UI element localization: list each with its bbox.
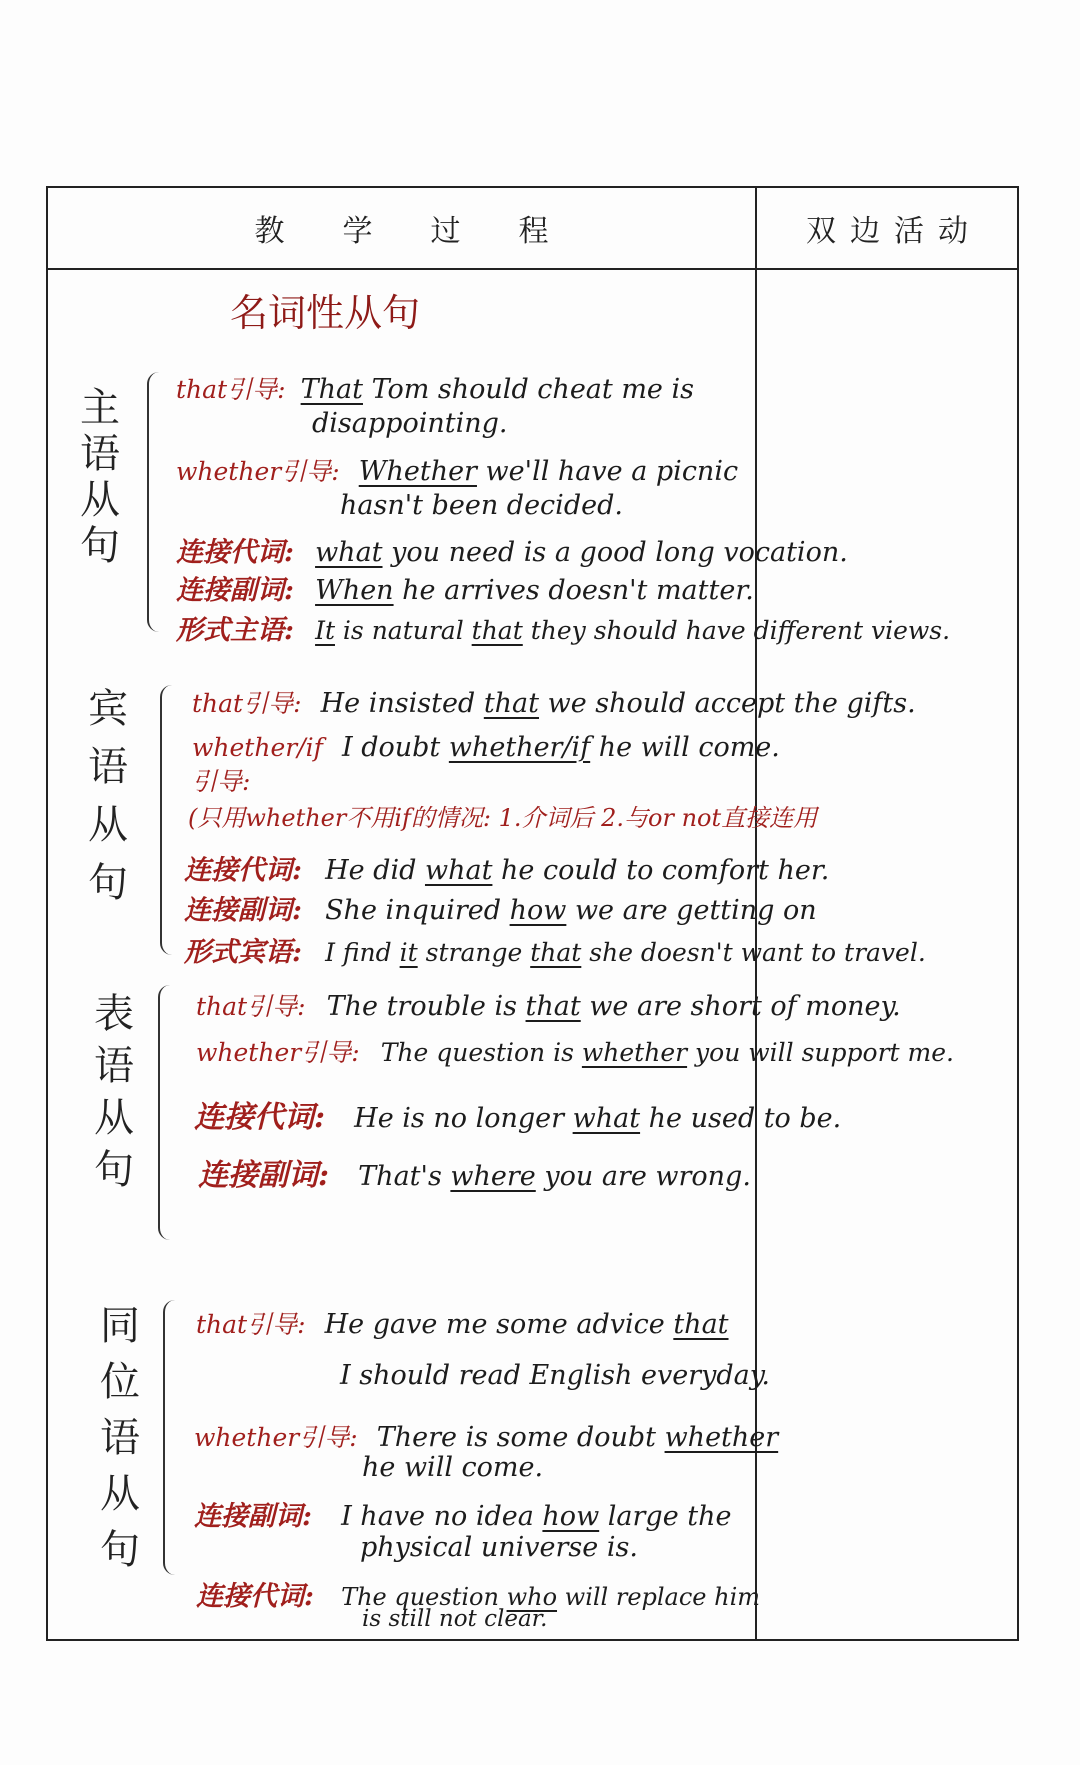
- subject-row-5: [176, 530, 848, 569]
- label-char: 从: [100, 1471, 140, 1517]
- predicative-row-1: [196, 987, 901, 1023]
- example-sentence: When he arrives doesn't matter.: [315, 575, 754, 606]
- row-label: 形式主语:: [176, 615, 294, 646]
- appositive-row-8: [362, 1606, 547, 1632]
- row-label: whether引导:: [194, 1423, 358, 1452]
- example-sentence: The question who will replace him: [341, 1583, 761, 1611]
- label-char: 句: [88, 860, 128, 906]
- example-sentence: what you need is a good long vocation.: [315, 537, 848, 568]
- brace-appositive: [163, 1300, 175, 1575]
- object-row-2: [192, 732, 780, 763]
- note-text: (只用whether不用if的情况: 1.介词后 2.与or not直接连用: [188, 804, 818, 832]
- example-sentence: That Tom should cheat me is: [300, 374, 694, 405]
- row-label: 连接副词:: [198, 1158, 330, 1193]
- row-label: 连接副词:: [194, 1501, 312, 1532]
- subject-row-7: [176, 608, 950, 647]
- example-sentence: I doubt whether/if he will come.: [341, 732, 780, 763]
- example-sentence: The question is whether you will support me.: [380, 1038, 954, 1067]
- section-label-appositive: [90, 1298, 150, 1578]
- example-sentence: It is natural that they should have different views.: [315, 616, 951, 645]
- row-label: 连接代词:: [196, 1581, 314, 1612]
- subject-row-6: [176, 568, 754, 607]
- example-sentence: There is some doubt whether: [376, 1422, 779, 1453]
- label-char: 从: [80, 477, 120, 523]
- label-char: 语: [80, 431, 120, 477]
- header-two-way-activities: 双边活动: [806, 214, 982, 249]
- label-char: 从: [88, 802, 128, 848]
- row-label: that引导:: [196, 1310, 306, 1339]
- example-sentence: he will come.: [362, 1452, 544, 1483]
- object-row-6: [184, 930, 926, 969]
- label-char: 表: [94, 991, 134, 1037]
- label-char: 同: [100, 1303, 140, 1349]
- row-label: 连接代词:: [176, 537, 294, 568]
- label-char: 句: [80, 523, 120, 569]
- row-label: whether引导:: [176, 457, 340, 486]
- example-sentence: I should read English everyday.: [340, 1360, 770, 1391]
- label-char: 句: [94, 1147, 134, 1193]
- object-row-3: [192, 762, 250, 798]
- example-sentence: He gave me some advice that: [324, 1309, 729, 1340]
- row-label: 连接代词:: [184, 855, 302, 886]
- appositive-row-5: [194, 1494, 731, 1533]
- row-label: that引导:: [196, 992, 306, 1021]
- example-sentence: He did what he could to comfort her.: [325, 855, 830, 886]
- label-char: 主: [80, 385, 120, 431]
- example-sentence: She inquired how we are getting on: [325, 895, 817, 926]
- example-sentence: That's where you are wrong.: [358, 1161, 751, 1192]
- label-char: 语: [88, 744, 128, 790]
- subject-row-4: [340, 490, 623, 521]
- predicative-row-3: [194, 1092, 841, 1136]
- section-label-subject: [70, 385, 130, 569]
- example-sentence: The trouble is that we are short of money.: [326, 991, 901, 1022]
- appositive-row-1: [196, 1305, 729, 1341]
- example-sentence: disappointing.: [312, 408, 508, 439]
- appositive-row-4: [362, 1452, 543, 1483]
- label-char: 从: [94, 1095, 134, 1141]
- row-label: 连接副词:: [176, 575, 294, 606]
- label-char: 语: [94, 1043, 134, 1089]
- row-label: 形式宾语:: [184, 937, 302, 968]
- header-divider: [48, 268, 1017, 270]
- row-label: 连接副词:: [184, 895, 302, 926]
- object-note: [188, 798, 817, 833]
- row-label: 引导:: [192, 767, 251, 796]
- example-sentence: is still not clear.: [362, 1606, 548, 1632]
- object-row-4: [184, 848, 829, 887]
- label-char: 语: [100, 1415, 140, 1461]
- row-label: that引导:: [192, 689, 302, 718]
- subject-row-2: [312, 408, 507, 439]
- example-sentence: Whether we'll have a picnic: [358, 456, 739, 487]
- example-sentence: physical universe is.: [360, 1532, 638, 1563]
- row-label: that引导:: [176, 375, 286, 404]
- example-sentence: He insisted that we should accept the gifts.: [320, 688, 916, 719]
- brace-subject: [147, 372, 159, 632]
- label-char: 宾: [88, 686, 128, 732]
- label-char: 位: [100, 1359, 140, 1405]
- page-title: 名词性从句: [230, 291, 421, 335]
- section-label-predicative: [84, 988, 144, 1196]
- section-label-object: [78, 680, 138, 912]
- label-char: 句: [100, 1527, 140, 1573]
- row-label: whether/if: [192, 733, 323, 762]
- example-sentence: hasn't been decided.: [340, 490, 623, 521]
- object-row-1: [192, 684, 916, 720]
- example-sentence: He is no longer what he used to be.: [354, 1103, 842, 1134]
- brace-predicative: [158, 985, 170, 1240]
- subject-row-1: [176, 370, 694, 406]
- predicative-row-2: [196, 1033, 954, 1069]
- header-teaching-process: 教学过程: [254, 214, 607, 249]
- appositive-row-3: [194, 1418, 778, 1454]
- object-row-5: [184, 888, 817, 927]
- example-sentence: I find it strange that she doesn't want to travel.: [325, 938, 926, 967]
- row-label: 连接代词:: [194, 1100, 326, 1135]
- row-label: whether引导:: [196, 1038, 360, 1067]
- predicative-row-4: [198, 1150, 751, 1194]
- example-sentence: I have no idea how large the: [341, 1501, 732, 1532]
- appositive-row-6: [360, 1532, 638, 1563]
- brace-object: [160, 685, 172, 955]
- appositive-row-2: [340, 1360, 770, 1391]
- subject-row-3: [176, 452, 738, 488]
